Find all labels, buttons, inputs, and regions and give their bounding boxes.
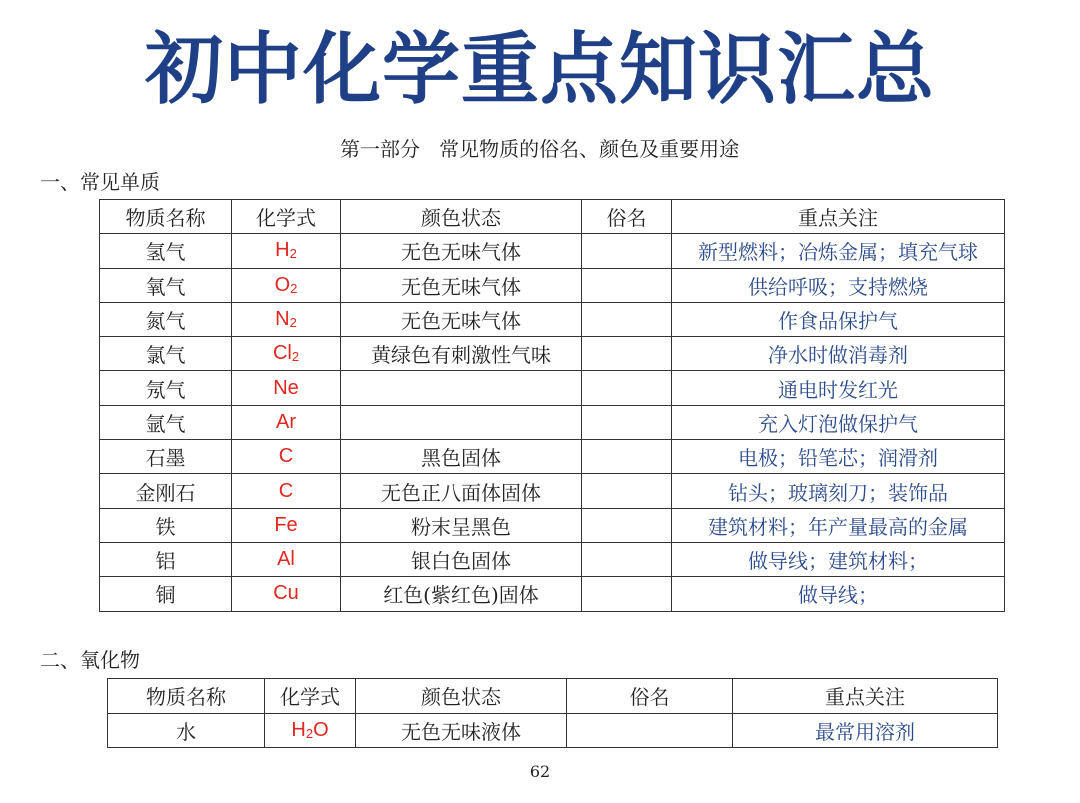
cell-formula <box>232 234 341 268</box>
cell-focus: 新型燃料；冶炼金属；填充气球 <box>672 234 1005 268</box>
formula-subscript: 2 <box>289 246 297 262</box>
header-alias: 俗名 <box>582 200 672 234</box>
cell-alias <box>582 371 672 405</box>
cell-focus: 电极；铅笔芯；润滑剂 <box>672 440 1005 474</box>
cell-formula <box>232 268 341 302</box>
cell-state: 黑色固体 <box>341 440 582 474</box>
cell-formula <box>232 302 341 336</box>
table-row <box>100 268 1005 302</box>
header-state: 颜色状态 <box>356 679 567 714</box>
cell-alias <box>582 474 672 508</box>
table-header-row <box>108 679 998 714</box>
cell-focus: 通电时发红光 <box>672 371 1005 405</box>
cell-name: 水 <box>108 713 265 748</box>
page-number: 62 <box>529 762 551 781</box>
cell-focus: 建筑材料；年产量最高的金属 <box>672 508 1005 542</box>
cell-state: 银白色固体 <box>341 542 582 576</box>
formula-subscript: 2 <box>305 725 314 741</box>
cell-alias <box>582 508 672 542</box>
table-header-row <box>100 200 1005 234</box>
cell-formula <box>232 337 341 371</box>
table-row <box>100 440 1005 474</box>
elements-table <box>99 199 1005 612</box>
cell-focus: 净水时做消毒剂 <box>672 337 1005 371</box>
table-row <box>100 405 1005 439</box>
cell-formula <box>265 713 356 748</box>
formula-symbol: H <box>291 718 306 741</box>
header-name: 物质名称 <box>108 679 265 714</box>
formula-symbol: Al <box>277 548 295 571</box>
cell-alias <box>582 302 672 336</box>
formula-subscript: 2 <box>291 349 300 365</box>
cell-formula <box>232 508 341 542</box>
formula-symbol: N <box>275 308 290 331</box>
table-row <box>100 542 1005 576</box>
cell-focus: 做导线；建筑材料； <box>672 542 1005 576</box>
cell-name: 氩气 <box>100 405 232 439</box>
cell-state: 无色无味气体 <box>341 302 582 336</box>
cell-formula <box>232 577 341 611</box>
header-formula: 化学式 <box>232 200 341 234</box>
cell-alias <box>582 268 672 302</box>
section-heading-elements: 一、常见单质 <box>40 170 160 194</box>
formula-symbol: C <box>278 479 294 502</box>
cell-state: 无色正八面体固体 <box>341 474 582 508</box>
cell-alias <box>582 234 672 268</box>
part-heading: 第一部分 常见物质的俗名、颜色及重要用途 <box>340 137 740 161</box>
table-row <box>100 371 1005 405</box>
cell-formula <box>232 542 341 576</box>
cell-state: 粉末呈黑色 <box>341 508 582 542</box>
table-row <box>100 337 1005 371</box>
table-row <box>100 577 1005 611</box>
formula-symbol: Cl <box>272 342 292 365</box>
formula-symbol: H <box>275 239 290 262</box>
oxides-table <box>107 678 998 748</box>
cell-focus: 最常用溶剂 <box>733 713 998 748</box>
cell-name: 石墨 <box>100 440 232 474</box>
cell-name: 氮气 <box>100 302 232 336</box>
cell-name: 氯气 <box>100 337 232 371</box>
cell-focus: 供给呼吸；支持燃烧 <box>672 268 1005 302</box>
cell-name: 氢气 <box>100 234 232 268</box>
table-row <box>100 234 1005 268</box>
formula-symbol: Cu <box>273 582 299 605</box>
formula-symbol: Fe <box>274 513 298 536</box>
cell-formula <box>232 440 341 474</box>
cell-focus: 作食品保护气 <box>672 302 1005 336</box>
cell-alias <box>582 577 672 611</box>
cell-name: 铜 <box>100 577 232 611</box>
section-heading-oxides: 二、氧化物 <box>40 648 140 672</box>
formula-tail: O <box>313 718 329 741</box>
cell-name: 氖气 <box>100 371 232 405</box>
cell-formula <box>232 405 341 439</box>
formula-symbol: Ne <box>273 376 299 399</box>
formula-symbol: C <box>278 445 294 468</box>
page-title: 初中化学重点知识汇总 <box>144 25 935 115</box>
cell-state: 无色无味气体 <box>341 268 582 302</box>
cell-focus: 充入灯泡做保护气 <box>672 405 1005 439</box>
cell-name: 铝 <box>100 542 232 576</box>
header-focus: 重点关注 <box>672 200 1005 234</box>
header-name: 物质名称 <box>100 200 232 234</box>
cell-name: 氧气 <box>100 268 232 302</box>
header-formula: 化学式 <box>265 679 356 714</box>
cell-alias <box>567 713 733 748</box>
cell-state: 红色(紫红色)固体 <box>341 577 582 611</box>
cell-alias <box>582 405 672 439</box>
header-focus: 重点关注 <box>733 679 998 714</box>
cell-state <box>341 405 582 439</box>
table-row <box>100 302 1005 336</box>
cell-formula <box>232 474 341 508</box>
table-row <box>108 713 998 748</box>
cell-focus: 钻头；玻璃刻刀；装饰品 <box>672 474 1005 508</box>
formula-subscript: 2 <box>289 315 297 331</box>
formula-symbol: O <box>274 273 291 296</box>
formula-symbol: Ar <box>276 410 296 433</box>
cell-alias <box>582 337 672 371</box>
cell-state: 无色无味气体 <box>341 234 582 268</box>
header-alias: 俗名 <box>567 679 733 714</box>
formula-subscript: 2 <box>290 280 298 296</box>
cell-alias <box>582 542 672 576</box>
header-state: 颜色状态 <box>341 200 582 234</box>
cell-state <box>341 371 582 405</box>
cell-state: 黄绿色有刺激性气味 <box>341 337 582 371</box>
cell-focus: 做导线； <box>672 577 1005 611</box>
cell-name: 金刚石 <box>100 474 232 508</box>
cell-formula <box>232 371 341 405</box>
cell-alias <box>582 440 672 474</box>
table-row <box>100 508 1005 542</box>
cell-name: 铁 <box>100 508 232 542</box>
table-row <box>100 474 1005 508</box>
cell-state: 无色无味液体 <box>356 713 567 748</box>
